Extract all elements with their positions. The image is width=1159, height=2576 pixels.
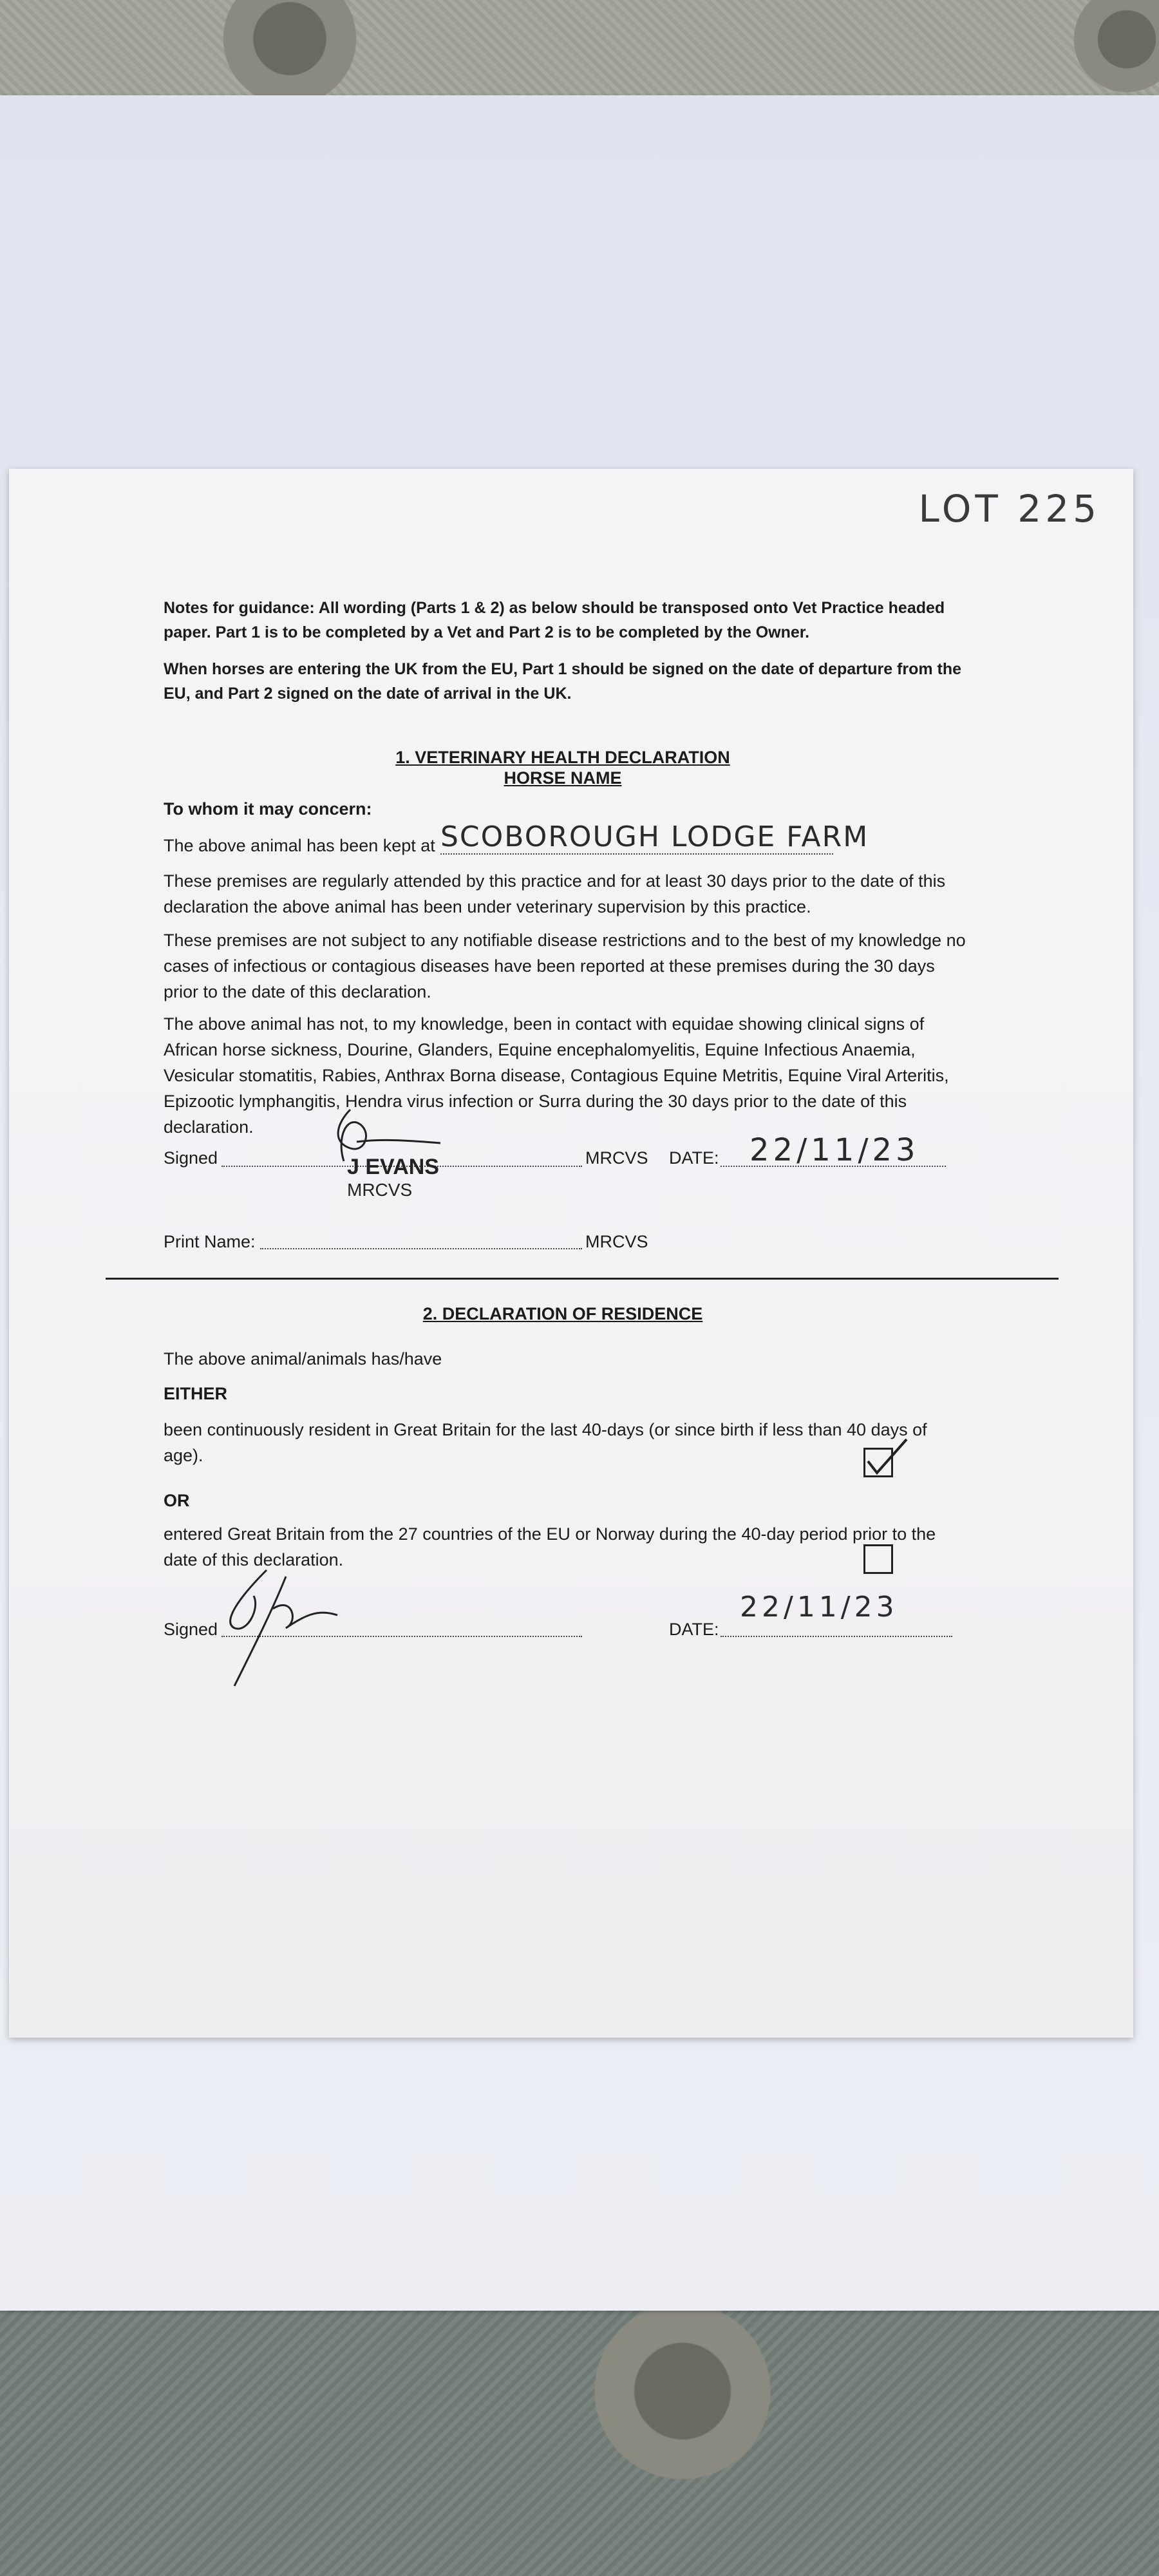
checkmark-icon xyxy=(862,1435,913,1481)
part1-title: 1. VETERINARY HEALTH DECLARATION xyxy=(395,748,730,767)
owner-date-value: 22/11/23 xyxy=(740,1591,898,1624)
owner-signed-label: Signed xyxy=(164,1620,218,1639)
option1-checkbox[interactable] xyxy=(863,1448,893,1477)
option2-checkbox[interactable] xyxy=(863,1544,893,1574)
option1-text: been continuously resident in Great Britain for the last 40-days (or since birth if less than 40 days of age). xyxy=(164,1420,927,1465)
either-label: EITHER xyxy=(164,1384,228,1403)
or-label: OR xyxy=(164,1491,190,1510)
owner-date-line xyxy=(721,1636,952,1637)
kept-at-value: SCOBOROUGH LODGE FARM xyxy=(440,820,869,853)
print-name-line xyxy=(260,1248,582,1249)
salutation: To whom it may concern: xyxy=(164,799,372,819)
vet-mrcvs-label: MRCVS xyxy=(585,1148,648,1168)
vet-date-value: 22/11/23 xyxy=(749,1132,919,1168)
vet-stamp-title: MRCVS xyxy=(347,1180,413,1200)
lot-number: LOT 225 xyxy=(918,487,1100,531)
part2-title: 2. DECLARATION OF RESIDENCE xyxy=(422,1304,703,1323)
part2-intro: The above animal/animals has/have xyxy=(164,1349,442,1368)
contact-paragraph: The above animal has not, to my knowledge, been in contact with equidae showing clinical signs of African horse sickness, Dourine, Glanders, Equine encephalomyelitis, Equine Infectious Anaemia, Vesicular stomatitis, Rabies, Anthrax Borna disease, Contagious Equine Metritis, Equine Viral Arteritis, Epizootic lymphangitis, Hendra virus infection or Surra during the 30 days prior to the date of this declaration. xyxy=(164,1014,949,1137)
entry-note: When horses are entering the UK from the EU, Part 1 should be signed on the date of departure from the EU, and Part 2 signed on the date of arrival in the UK. xyxy=(164,660,962,703)
fabric-background-bottom xyxy=(0,2293,1159,2576)
fabric-motif xyxy=(580,2293,786,2512)
vet-stamp xyxy=(347,1155,439,1200)
attendance-paragraph: These premises are regularly attended by this practice and for at least 30 days prior to the date of this declaration the above animal has been under veterinary supervision by this practice. xyxy=(164,871,946,916)
option2-text: entered Great Britain from the 27 countries of the EU or Norway during the 40-day period prior to the date of this declaration. xyxy=(164,1524,936,1569)
owner-date-label: DATE: xyxy=(669,1620,719,1639)
document-sheet xyxy=(9,469,1133,2038)
disease-paragraph: These premises are not subject to any notifiable disease restrictions and to the best of my knowledge no cases of infectious or contagious diseases have been reported at these premises during the 30 days prior to the date of this declaration. xyxy=(164,931,966,1001)
fabric-background-top xyxy=(0,0,1159,109)
vet-signed-label: Signed xyxy=(164,1148,218,1168)
guidance-note: Notes for guidance: All wording (Parts 1 & 2) as below should be transposed onto Vet Practice headed paper. Part 1 is to be completed by a Vet and Part 2 is to be completed by the Owner. xyxy=(164,599,945,641)
section-divider xyxy=(106,1278,1059,1280)
owner-signature xyxy=(196,1551,363,1692)
part1-subtitle: HORSE NAME xyxy=(504,768,622,788)
vet-stamp-name: J EVANS xyxy=(347,1155,439,1179)
print-mrcvs-label: MRCVS xyxy=(585,1232,648,1251)
vet-date-label: DATE: xyxy=(669,1148,719,1168)
print-name-label: Print Name: xyxy=(164,1232,256,1251)
kept-at-label: The above animal has been kept at xyxy=(164,836,435,855)
